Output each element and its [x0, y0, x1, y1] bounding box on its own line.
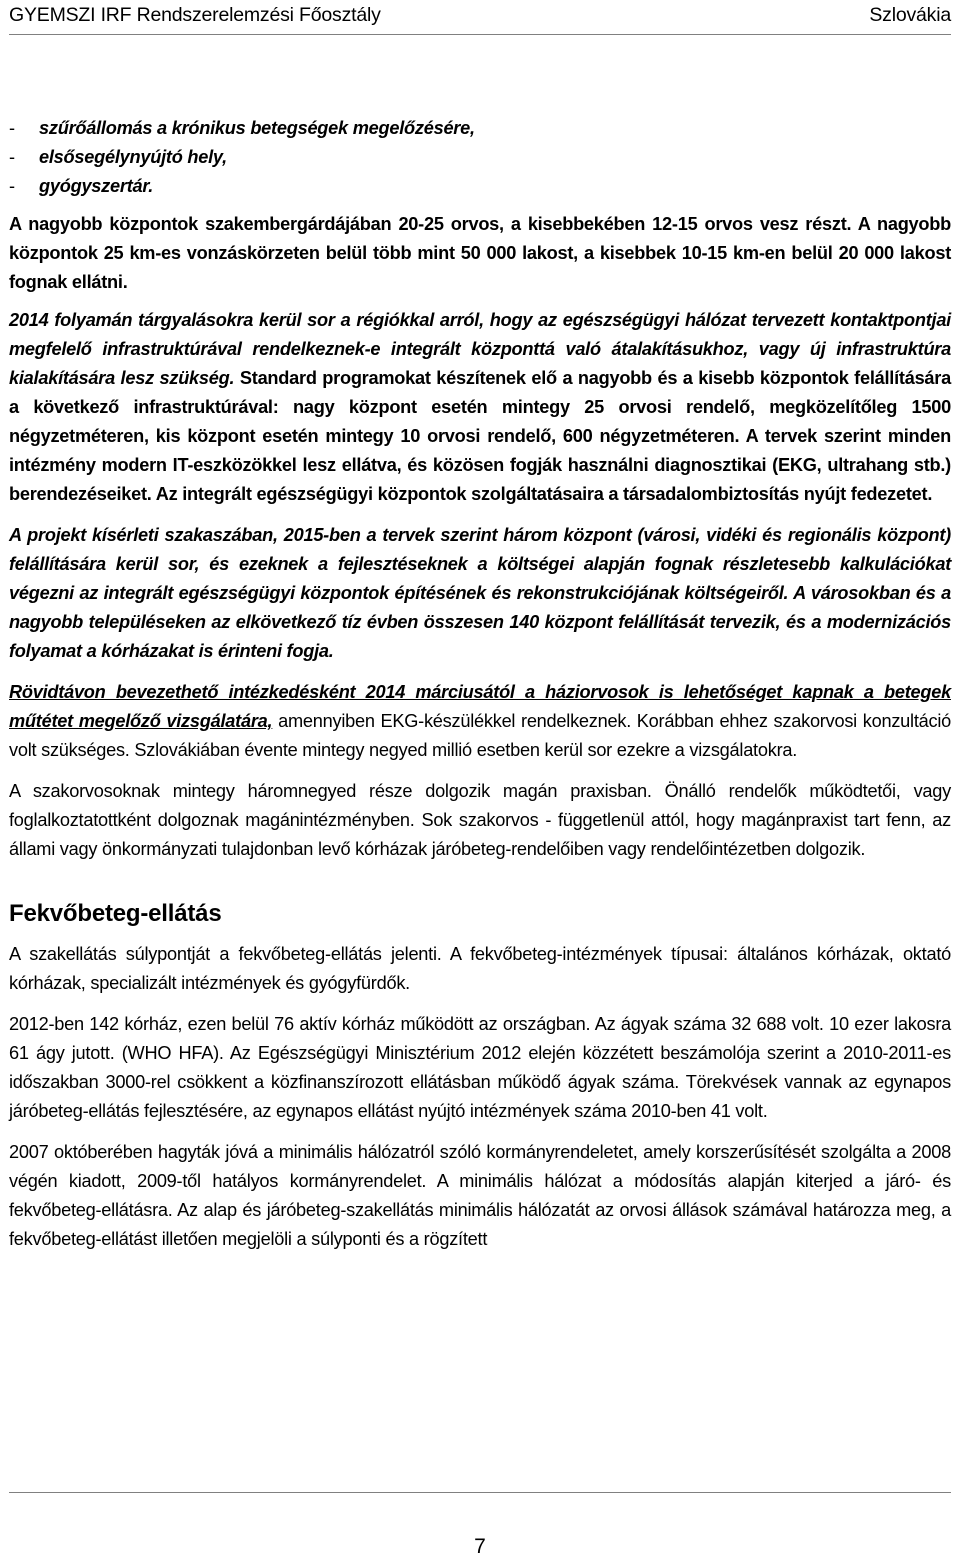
paragraph-hospital-stats: 2012-ben 142 kórház, ezen belül 76 aktív kórház működött az országban. Az ágyak száma 32 688 volt. 10 ezer lakosra 61 ágy jutott. (WHO HFA). Az Egészségügyi Minisztérium 2012 elején közzétett beszámolója szerint a 2010-2011-es időszakban 3000-rel csökkent a közfinanszírozott ellátásban működő ágyak száma. Törekvések vannak az egynapos járóbeteg-ellátás fejlesztésére, az egynapos ellátást nyújtó intézmények száma 2010-ben 41 volt. [9, 1014, 951, 1121]
paragraph-centers-staffing: A nagyobb központok szakembergárdájában 20-25 orvos, a kisebbekében 12-15 orvos vesz részt. A nagyobb központok 25 km-es vonzáskörzeten belül több mint 50 000 lakost, a kisebbek 10-15 km-en belül 20 000 lakost fognak ellátni. [9, 214, 951, 292]
paragraph-gp-examinations [9, 678, 951, 765]
paragraph-pilot-phase: A projekt kísérleti szakaszában, 2015-ben a tervek szerint három központ (városi, vidéki és regionális központ) felállítására kerül sor, és ezeknek a fejlesztéseknek a költségei alapján fognak részletesebb kalkulációkat végezni az integrált egészségügyi központok építésének és rekonstrukciójának költségeiről. A városokban és a nagyobb településeken az elkövetkező tíz évben összesen 140 központ felállítását tervezik, és a modernizációs folyamat a kórházakat is érinteni fogja. [9, 525, 951, 661]
paragraph-2014-italic: 2014 folyamán tárgyalásokra kerül sor a régiókkal arról, hogy az egészségügyi hálózat tervezett kontaktpontjai megfelelő infrastruktúrával rendelkeznek-e integrált központtá való átalakításukhoz, vagy új infrastruktúra kialakítására lesz szükség. [9, 310, 951, 388]
paragraph-minimal-network: 2007 októberében hagyták jóvá a minimális hálózatról szóló kormányrendeletet, amely korszerűsítését szolgálta a 2008 végén kiadott, 2009-től hatályos kormányrendelet. A minimális hálózat a módosítás alapján kiterjed a járó- és fekvőbeteg-ellátásra. Az alap és járóbeteg-szakellátás minimális hálózatát az orvosi állások számával határozza meg, a fekvőbeteg-ellátást illetően megjelöli a súlyponti és a rögzített [9, 1142, 951, 1249]
list-item-text: gyógyszertár. [39, 176, 154, 196]
bullet-dash: - [9, 176, 15, 196]
list-item [9, 172, 951, 201]
bullet-list [9, 114, 951, 201]
document-body [9, 114, 951, 1254]
list-item-text: elsősegélynyújtó hely, [39, 147, 227, 167]
list-item [9, 143, 951, 172]
bullet-dash: - [9, 118, 15, 138]
header-country: Szlovákia [869, 4, 951, 26]
header-org-title: GYEMSZI IRF Rendszerelemzési Főosztály [9, 4, 381, 26]
page-number: 7 [474, 1535, 486, 1558]
page-header [9, 0, 951, 35]
bullet-dash: - [9, 147, 15, 167]
paragraph-gp-rest: amennyiben EKG-készülékkel rendelkeznek. Korábban ehhez szakorvosi konzultáció volt szükséges. Szlovákiában évente mintegy negyed millió esetben kerül sor ezekre a vizsgálatokra. [9, 711, 951, 760]
paragraph-2014-bold: Standard programokat készítenek elő a nagyobb és a kisebb központok felállítására a következő infrastruktúrával: nagy központ esetén mintegy 25 orvosi rendelő, megközelítőleg 1500 négyzetméteren, kis központ esetén mintegy 10 orvosi rendelő, 600 négyzetméteren. A tervek szerint minden intézmény modern IT-eszközökkel lesz ellátva, és közösen fogják használni diagnosztikai (EKG, ultrahang stb.) berendezéseiket. Az integrált egészségügyi központok szolgáltatásaira a társadalombiztosítás nyújt fedezetet. [9, 368, 951, 504]
footer-divider [9, 1492, 951, 1493]
paragraph-2014-negotiations [9, 306, 951, 509]
list-item-text: szűrőállomás a krónikus betegségek megelőzésére, [39, 118, 475, 138]
paragraph-specialists: A szakorvosoknak mintegy háromnegyed része dolgozik magán praxisban. Önálló rendelők működtetői, vagy foglalkoztatottként dolgoznak magánintézményben. Sok szakorvos - függetlenül attól, hogy magánpraxist tart fenn, az állami vagy önkormányzati tulajdonban levő kórházak járóbeteg-rendelőiben vagy rendelőintézetben dolgozik. [9, 781, 951, 859]
paragraph-inpatient-types: A szakellátás súlypontját a fekvőbeteg-ellátás jelenti. A fekvőbeteg-intézmények típusai: általános kórházak, oktató kórházak, specializált intézmények és gyógyfürdők. [9, 944, 951, 993]
section-heading: Fekvőbeteg-ellátás [9, 900, 222, 927]
paragraph-gp-emphasis: Rövidtávon bevezethető intézkedésként 2014 márciusától a háziorvosok is lehetőséget kapnak a betegek műtétet megelőző vizsgálatára, [9, 682, 951, 731]
list-item [9, 114, 951, 143]
